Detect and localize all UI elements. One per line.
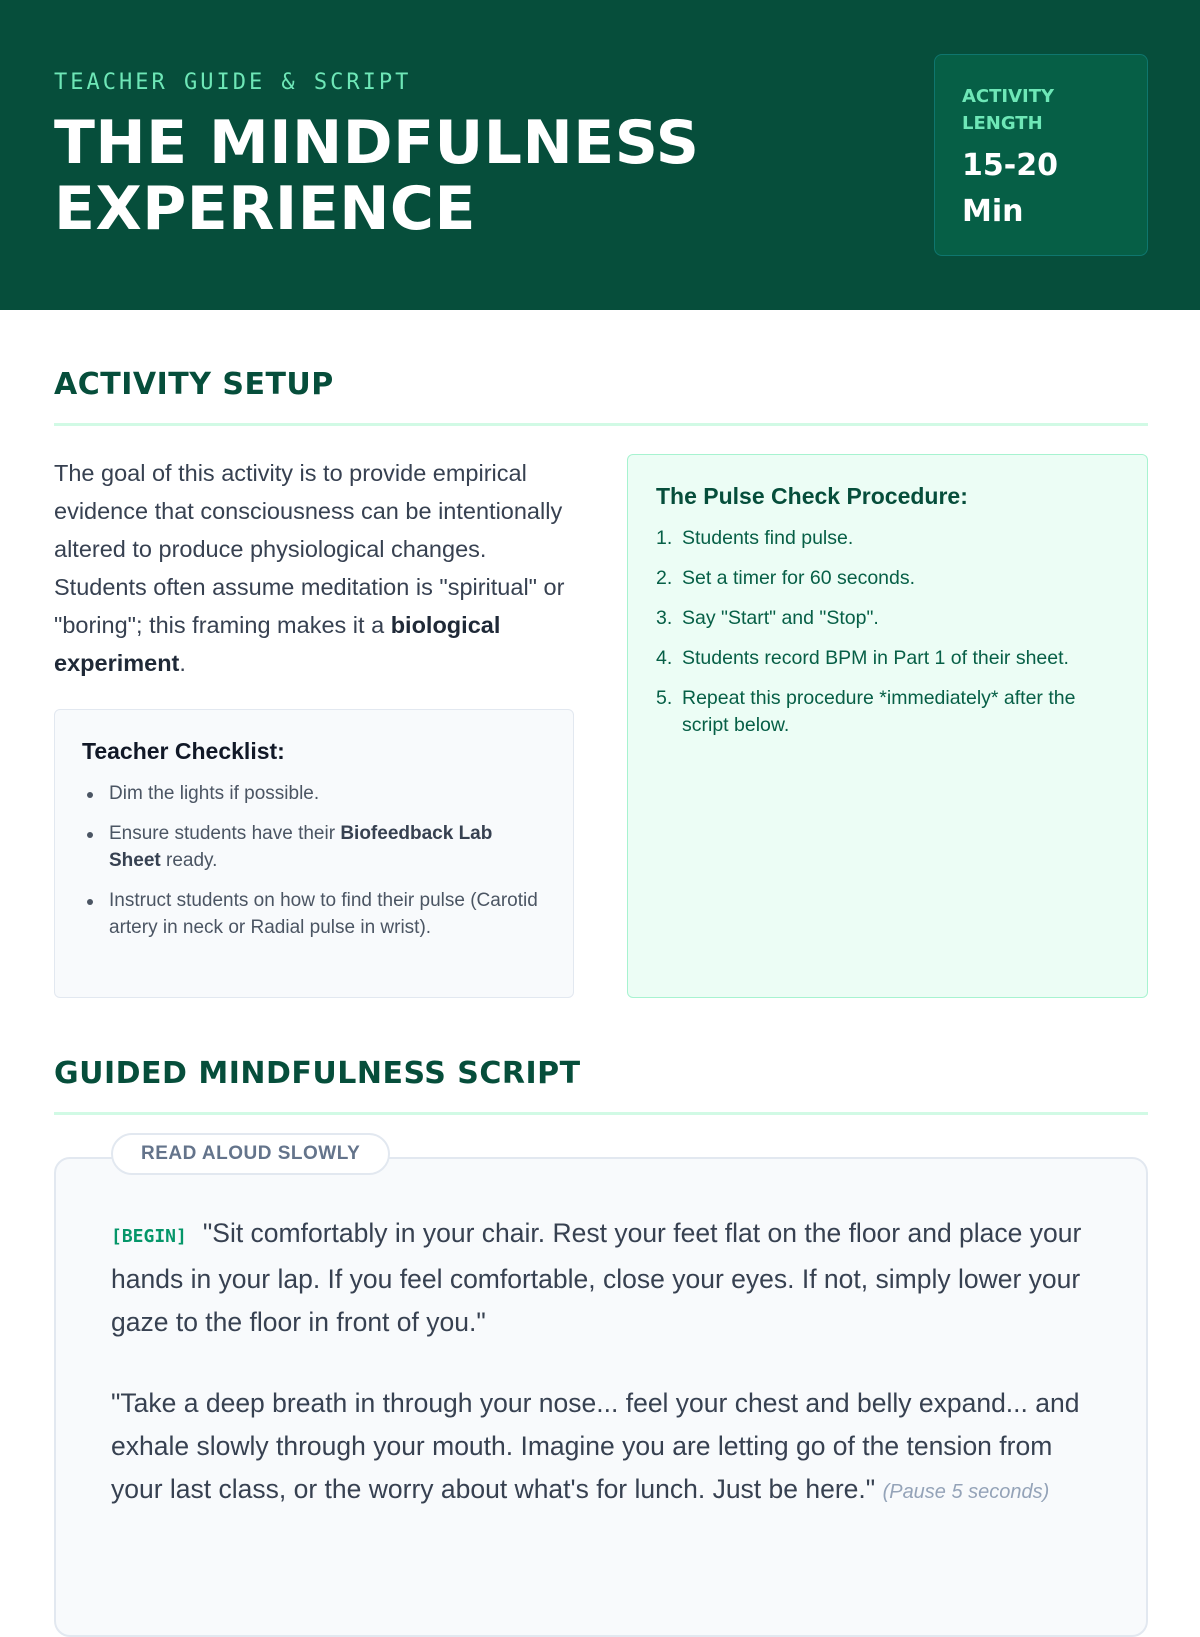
intro-paragraph — [54, 454, 574, 682]
step-text: Students find pulse. — [682, 527, 854, 549]
step-number: 1. — [656, 527, 673, 549]
length-label-line-1: ACTIVITY — [962, 86, 1055, 107]
length-label-line-2: LENGTH — [962, 113, 1043, 134]
checklist-item — [82, 780, 546, 807]
step-number: 4. — [656, 647, 673, 669]
pulse-check-procedure-box — [627, 454, 1148, 998]
length-value-line-1: 15-20 — [962, 148, 1058, 183]
checklist-list — [82, 780, 546, 941]
length-value-line-2: Min — [962, 194, 1024, 229]
procedure-step — [656, 605, 1119, 632]
intro-text: The goal of this activity is to provide empirical evidence that consciousness can be intentionally altered to produce physiological changes. Students often assume meditation is "spiritual" or "boring"; this framing makes it a — [54, 460, 565, 638]
procedure-steps — [656, 525, 1119, 739]
intro-bold-text: biological experiment — [54, 612, 501, 676]
activity-length-label — [962, 83, 1120, 137]
checklist-item-2-pre: Ensure students have their — [109, 823, 341, 844]
step-text: Set a timer for 60 seconds. — [682, 567, 916, 589]
procedure-title: The Pulse Check Procedure: — [656, 483, 968, 509]
checklist-title: Teacher Checklist: — [82, 738, 285, 764]
step-number: 3. — [656, 607, 673, 629]
activity-setup-heading: ACTIVITY SETUP — [54, 367, 334, 402]
checklist-item — [82, 820, 546, 874]
step-text: Repeat this procedure *immediately* after the script below. — [682, 687, 1076, 736]
script-paragraph-1-text: "Sit comfortably in your chair. Rest your feet flat on the floor and place your hands in your lap. If you feel comfortable, close your eyes. If not, simply lower your gaze to the floor in front of you." — [111, 1218, 1082, 1337]
checklist-item-2-bold: Biofeedback Lab Sheet — [109, 823, 493, 871]
eyebrow-label: TEACHER GUIDE & SCRIPT — [54, 70, 412, 95]
teacher-checklist-box — [54, 709, 574, 998]
procedure-step — [656, 685, 1119, 739]
step-number: 2. — [656, 567, 673, 589]
activity-length-value — [962, 143, 1120, 235]
step-text: Students record BPM in Part 1 of their sheet. — [682, 647, 1069, 669]
guided-script-heading: GUIDED MINDFULNESS SCRIPT — [54, 1056, 581, 1091]
title-line-2: EXPERIENCE — [54, 174, 476, 244]
page-title — [54, 110, 814, 242]
activity-length-card — [934, 54, 1148, 256]
intro-end: . — [179, 650, 186, 676]
header-banner — [0, 0, 1200, 310]
script-paragraph-2-text: "Take a deep breath in through your nose... feel your chest and belly expand... and exhale slowly through your mouth. Imagine you are letting go of the tension from your last class, or the worry about what's for lunch. Just be here." — [111, 1388, 1080, 1504]
checklist-item-2-post: ready. — [160, 850, 218, 871]
checklist-item-3-text: Instruct students on how to find their pulse (Carotid artery in neck or Radial pulse in wrist). — [109, 890, 538, 938]
pause-note: (Pause 5 seconds) — [882, 1481, 1050, 1503]
begin-tag: [BEGIN] — [111, 1226, 187, 1247]
script-paragraph-2 — [111, 1382, 1101, 1514]
title-line-1: THE MINDFULNESS — [54, 108, 700, 178]
step-number: 5. — [656, 687, 673, 709]
guided-script-divider — [54, 1112, 1148, 1115]
procedure-step — [656, 565, 1119, 592]
procedure-step — [656, 525, 1119, 552]
read-aloud-badge: READ ALOUD SLOWLY — [111, 1133, 390, 1175]
step-text: Say "Start" and "Stop". — [682, 607, 879, 629]
checklist-item — [82, 887, 546, 941]
checklist-item-1-text: Dim the lights if possible. — [109, 783, 320, 804]
activity-setup-divider — [54, 423, 1148, 426]
script-paragraph-1 — [111, 1212, 1101, 1344]
procedure-step — [656, 645, 1119, 672]
